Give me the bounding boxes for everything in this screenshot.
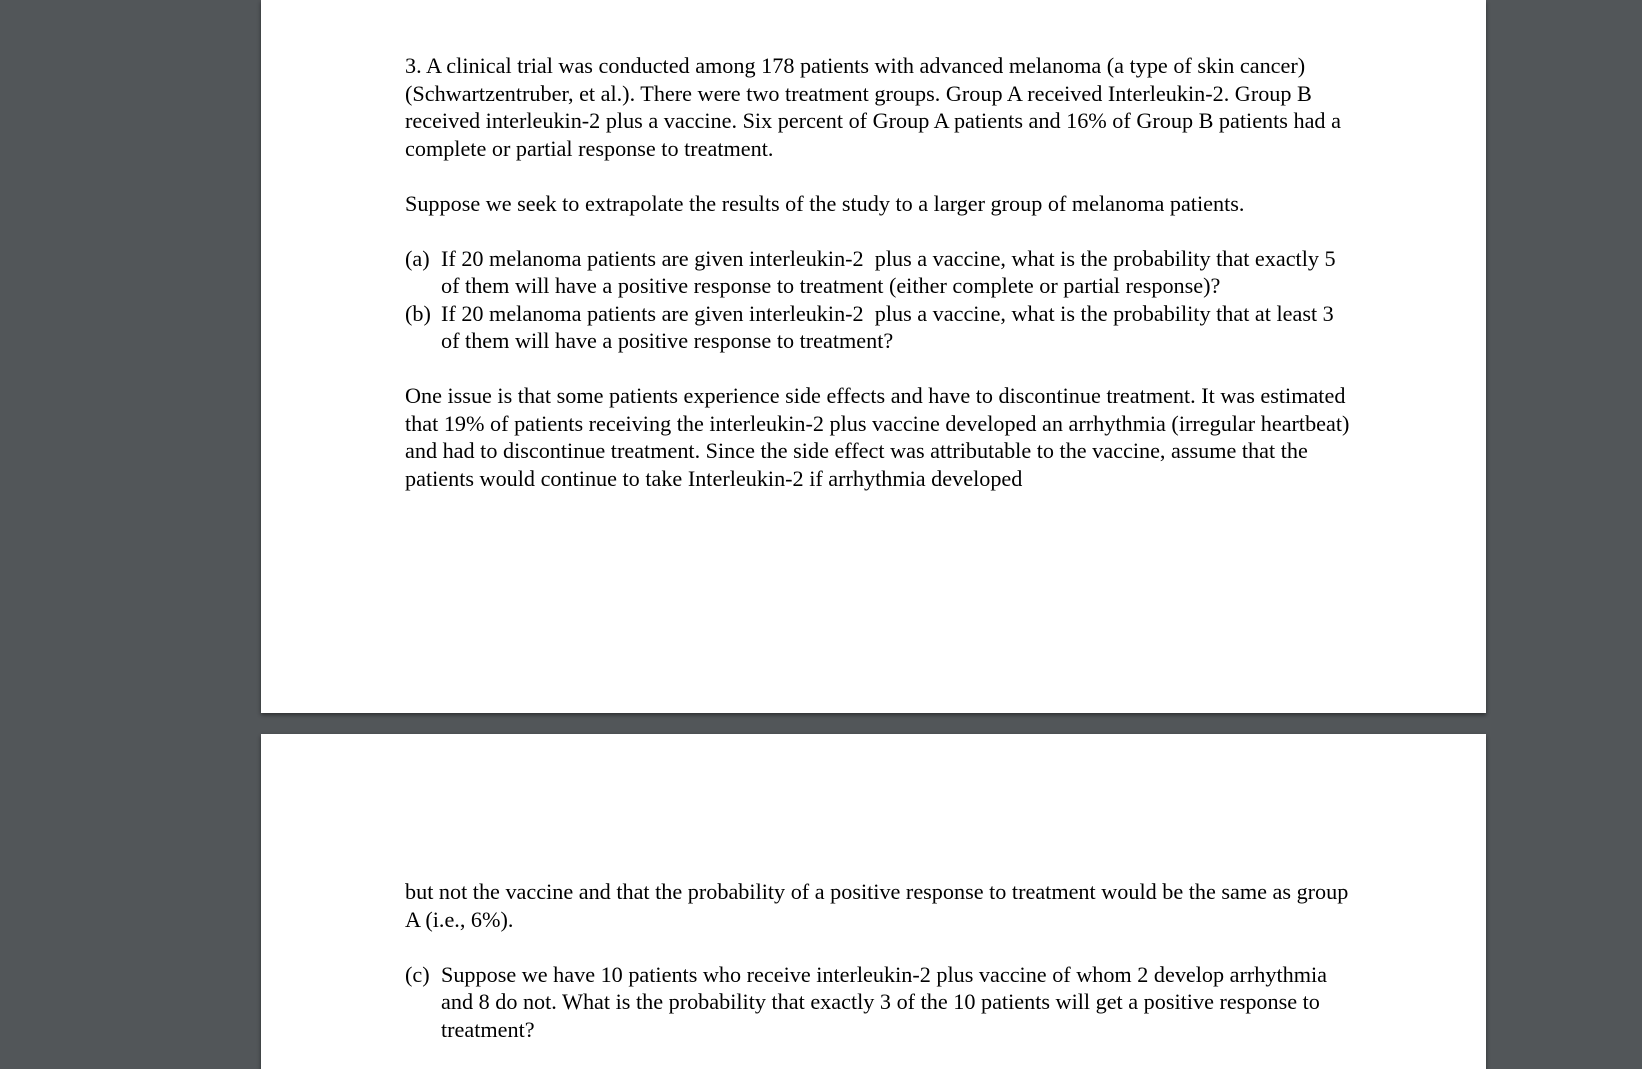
continuation-paragraph: but not the vaccine and that the probability of a positive response to treatment would be the same as group A (i.e., 6%). (405, 879, 1349, 932)
page-1-content (405, 52, 1350, 492)
item-marker: (b) (405, 300, 431, 326)
item-text: If 20 melanoma patients are given interleukin-2 plus a vaccine, what is the probability that exactly 5 of them will have a positive response to treatment (either complete or partial response)? (441, 245, 1342, 298)
question-list-ab (405, 245, 1350, 355)
side-effect-paragraph: One issue is that some patients experience side effects and have to discontinue treatment. It was estimated that 19% of patients receiving the interleukin-2 plus vaccine developed an arrhythmia (irregular heartbeat) and had to discontinue treatment. Since the side effect was attributable to the vaccine, assume that the patients would continue to take Interleukin-2 if arrhythmia developed (405, 383, 1350, 491)
document-page-1 (261, 0, 1486, 713)
suppose-paragraph: Suppose we seek to extrapolate the results of the study to a larger group of melanoma patients. (405, 190, 1245, 216)
item-text: Suppose we have 10 patients who receive interleukin-2 plus vaccine of whom 2 develop arrhythmia and 8 do not. What is the probability that exactly 3 of the 10 patients will get a positive response to treatment? (441, 961, 1328, 1042)
item-text: If 20 melanoma patients are given interleukin-2 plus a vaccine, what is the probability that at least 3 of them will have a positive response to treatment? (441, 300, 1340, 353)
question-item-b (405, 300, 1350, 355)
page-2-content (405, 878, 1350, 1043)
document-page-2 (261, 734, 1486, 1069)
question-item-c (405, 961, 1350, 1044)
question-item-a (405, 245, 1350, 300)
item-marker: (c) (405, 961, 430, 987)
question-list-c (405, 961, 1350, 1044)
item-marker: (a) (405, 245, 430, 271)
question-intro: 3. A clinical trial was conducted among 178 patients with advanced melanoma (a type of skin cancer) (Schwartzentruber, et al.). There were two treatment groups. Group A received Interleukin-2. Group B received interleukin-2 plus a vaccine. Six percent of Group A patients and 16% of Group B patients had a complete or partial response to treatment. (405, 53, 1341, 161)
